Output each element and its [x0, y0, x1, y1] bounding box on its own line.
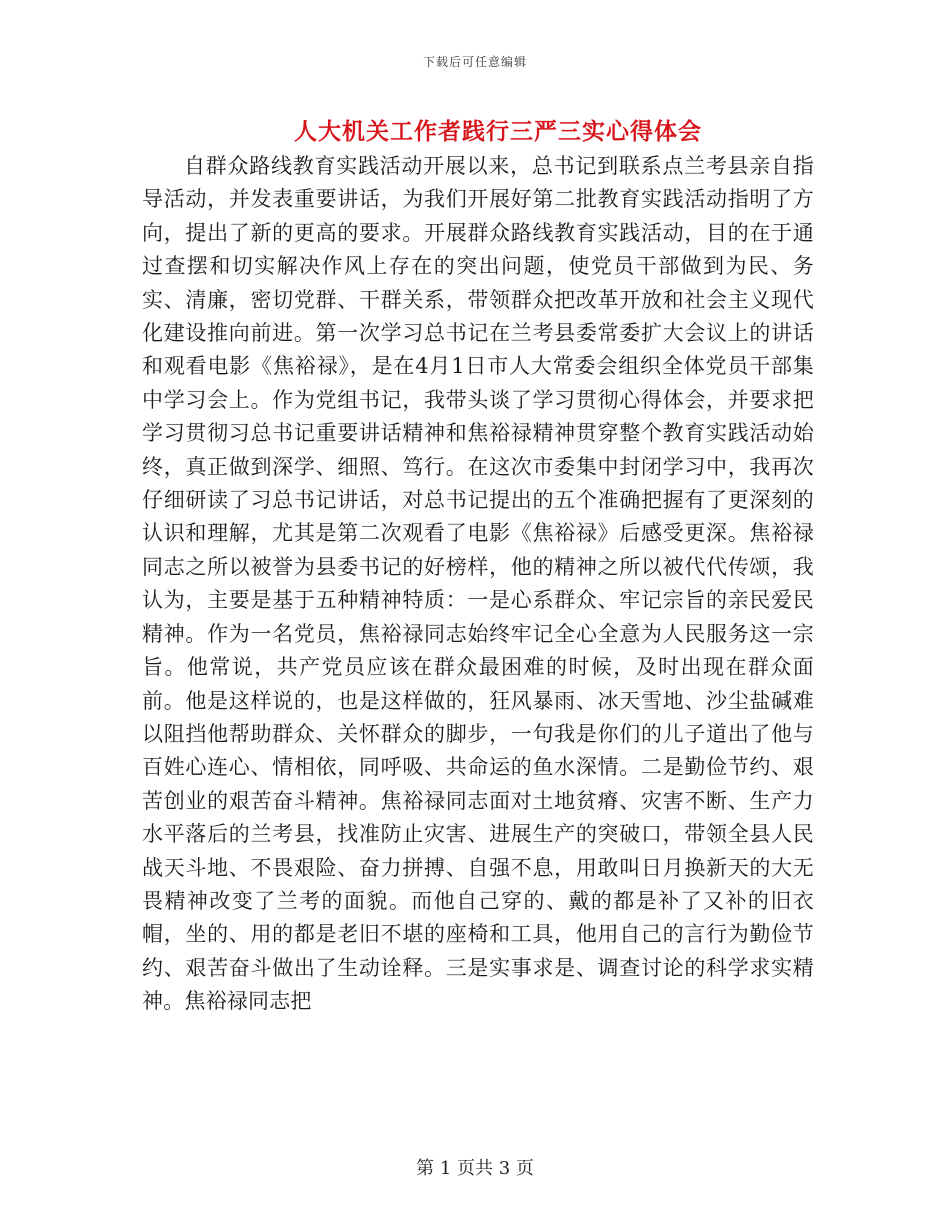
page-number-footer: 第 1 页共 3 页	[416, 1158, 534, 1179]
page-header-note: 下载后可任意编辑	[422, 55, 527, 69]
body-paragraph: 自群众路线教育实践活动开展以来，总书记到联系点兰考县亲自指导活动，并发表重要讲话，为我们开展好第二批教育实践活动指明了方向，提出了新的更高的要求。开展群众路线教育实践活动，目的在于通过查摆和切实解决作风上存在的突出问题，使党员干部做到为民、务实、清廉，密切党群、干群关系，带领群众把改革开放和社会主义现代化建设推向前进。第一次学习总书记在兰考县委常委扩大会议上的讲话和观看电影《焦裕禄》，是在4月1日市人大常委会组织全体党员干部集中学习会上。作为党组书记，我带头谈了学习贯彻心得体会，并要求把学习贯彻习总书记重要讲话精神和焦裕禄精神贯穿整个教育实践活动始终，真正做到深学、细照、笃行。在这次市委集中封闭学习中，我再次仔细研读了习总书记讲话，对总书记提出的五个准确把握有了更深刻的认识和理解，尤其是第二次观看了电影《焦裕禄》后感受更深。焦裕禄同志之所以被誉为县委书记的好榜样，他的精神之所以被代代传颂，我认为，主要是基于五种精神特质：一是心系群众、牢记宗旨的亲民爱民精神。作为一名党员，焦裕禄同志始终牢记全心全意为人民服务这一宗旨。他常说，共产党员应该在群众最困难的时候，及时出现在群众面前。他是这样说的，也是这样做的，狂风暴雨、冰天雪地、沙尘盐碱难以阻挡他帮助群众、关怀群众的脚步，一句我是你们的儿子道出了他与百姓心连心、情相依，同呼吸、共命运的鱼水深情。二是勤俭节约、艰苦创业的艰苦奋斗精神。焦裕禄同志面对土地贫瘠、灾害不断、生产力水平落后的兰考县，找准防止灾害、进展生产的突破口，带领全县人民战天斗地、不畏艰险、奋力拼搏、自强不息，用敢叫日月换新天的大无畏精神改变了兰考的面貌。而他自己穿的、戴的都是补了又补的旧衣帽，坐的、用的都是老旧不堪的座椅和工具，他用自己的言行为勤俭节约、艰苦奋斗做出了生动诠释。三是实事求是、调查讨论的科学求实精神。焦裕禄同志把	[142, 154, 814, 1014]
document-title: 人大机关工作者践行三严三实心得体会	[294, 118, 702, 145]
